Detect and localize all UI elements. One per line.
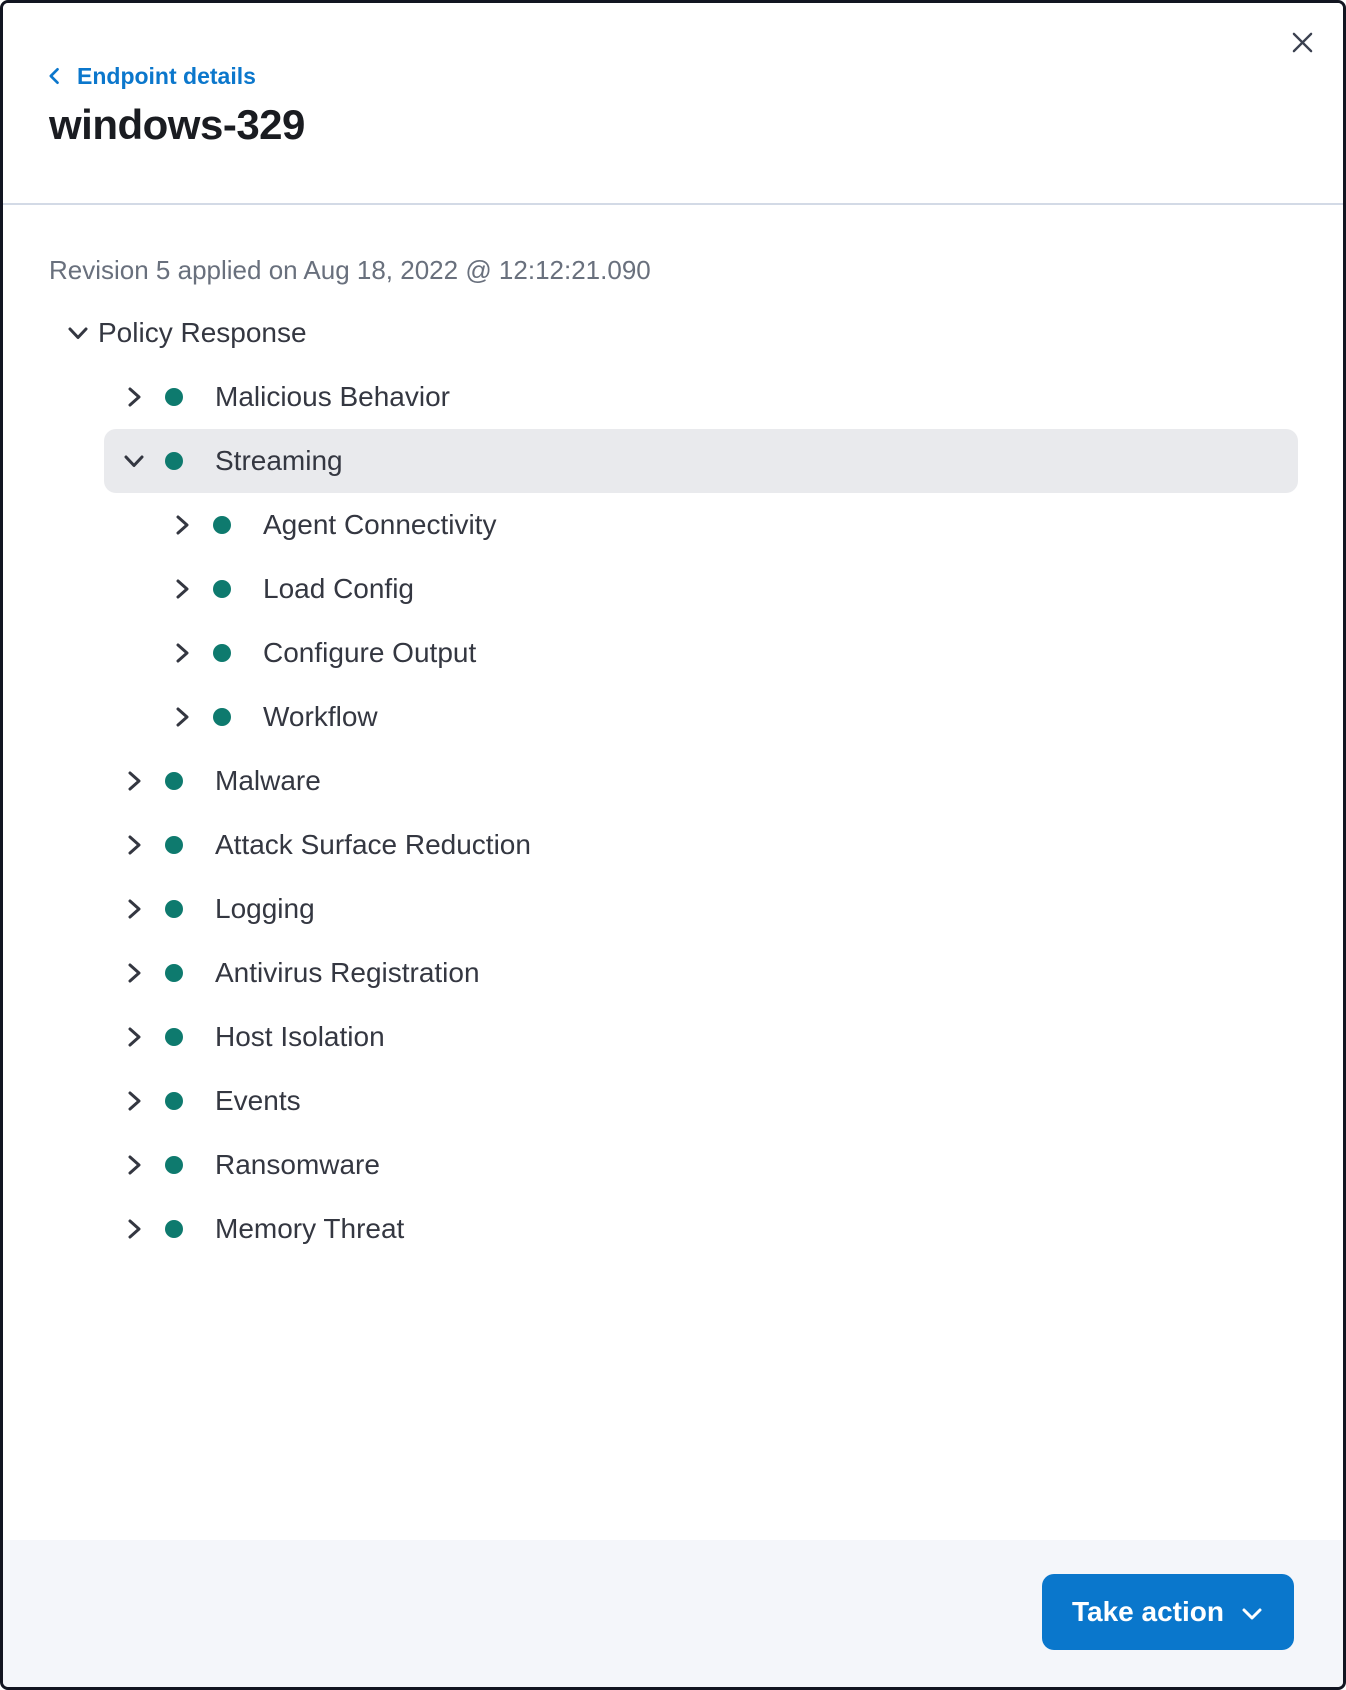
tree-item-streaming[interactable]: [104, 429, 1298, 493]
success-status-dot: [165, 1220, 183, 1238]
chevron-left-icon: [43, 64, 67, 88]
page-title: windows-329: [49, 101, 305, 148]
tree-item-antivirus-registration[interactable]: [104, 941, 1298, 1005]
chevron-right-icon[interactable]: [122, 769, 146, 793]
close-button[interactable]: [1279, 21, 1325, 67]
success-status-dot: [165, 964, 183, 982]
tree-item-ransomware[interactable]: [104, 1133, 1298, 1197]
close-icon: [1291, 31, 1314, 57]
tree-item-load-config[interactable]: [104, 557, 1298, 621]
success-status-dot: [165, 1156, 183, 1174]
tree-item-workflow[interactable]: [104, 685, 1298, 749]
tree-item-label: Ransomware: [215, 1149, 380, 1180]
success-status-dot: [165, 1092, 183, 1110]
chevron-right-icon[interactable]: [170, 705, 194, 729]
tree-item-label: Memory Threat: [215, 1213, 405, 1244]
success-status-dot: [213, 708, 231, 726]
tree-item-label: Agent Connectivity: [263, 509, 497, 540]
chevron-right-icon[interactable]: [122, 1153, 146, 1177]
tree-item-label: Attack Surface Reduction: [215, 829, 531, 860]
tree-item-label: Policy Response: [98, 317, 307, 348]
tree-item-label: Workflow: [263, 701, 378, 732]
success-status-dot: [165, 900, 183, 918]
chevron-right-icon[interactable]: [122, 961, 146, 985]
success-status-dot: [165, 452, 183, 470]
back-link[interactable]: [43, 60, 256, 92]
tree-item-logging[interactable]: [104, 877, 1298, 941]
tree-item-policy-response[interactable]: [66, 301, 1343, 365]
tree-item-label: Host Isolation: [215, 1021, 385, 1052]
flyout-body: [3, 205, 1343, 1540]
take-action-label: Take action: [1072, 1596, 1224, 1627]
tree-item-host-isolation[interactable]: [104, 1005, 1298, 1069]
policy-response-tree: [3, 301, 1343, 1261]
tree-item-malware[interactable]: [104, 749, 1298, 813]
tree-item-memory-threat[interactable]: [104, 1197, 1298, 1261]
chevron-right-icon[interactable]: [122, 1217, 146, 1241]
tree-item-label: Malicious Behavior: [215, 381, 450, 412]
chevron-right-icon[interactable]: [122, 1025, 146, 1049]
tree-item-label: Configure Output: [263, 637, 477, 668]
tree-item-label: Logging: [215, 893, 315, 924]
chevron-right-icon[interactable]: [122, 385, 146, 409]
success-status-dot: [165, 388, 183, 406]
tree-item-malicious-behavior[interactable]: [104, 365, 1298, 429]
success-status-dot: [165, 1028, 183, 1046]
back-link-label: Endpoint details: [77, 63, 256, 89]
success-status-dot: [165, 772, 183, 790]
tree-item-label: Load Config: [263, 573, 415, 604]
chevron-right-icon[interactable]: [170, 513, 194, 537]
success-status-dot: [213, 580, 231, 598]
chevron-right-icon[interactable]: [170, 577, 194, 601]
tree-item-events[interactable]: [104, 1069, 1298, 1133]
chevron-right-icon[interactable]: [122, 897, 146, 921]
tree-item-label: Malware: [215, 765, 321, 796]
success-status-dot: [213, 644, 231, 662]
chevron-right-icon[interactable]: [122, 1089, 146, 1113]
chevron-right-icon[interactable]: [122, 833, 146, 857]
tree-item-configure-output[interactable]: [104, 621, 1298, 685]
tree-item-agent-connectivity[interactable]: [104, 493, 1298, 557]
tree-item-label: Streaming: [215, 445, 343, 476]
success-status-dot: [165, 836, 183, 854]
tree-item-label: Events: [215, 1085, 301, 1116]
chevron-down-icon[interactable]: [66, 321, 90, 345]
revision-text: Revision 5 applied on Aug 18, 2022 @ 12:12:21.090: [49, 255, 651, 285]
flyout-header: [3, 3, 1343, 203]
tree-item-label: Antivirus Registration: [215, 957, 480, 988]
success-status-dot: [213, 516, 231, 534]
take-action-button[interactable]: [1042, 1574, 1294, 1650]
chevron-down-icon: [1240, 1599, 1264, 1626]
chevron-right-icon[interactable]: [170, 641, 194, 665]
flyout-footer: [3, 1540, 1343, 1687]
chevron-down-icon[interactable]: [122, 449, 146, 473]
tree-item-attack-surface-reduction[interactable]: [104, 813, 1298, 877]
